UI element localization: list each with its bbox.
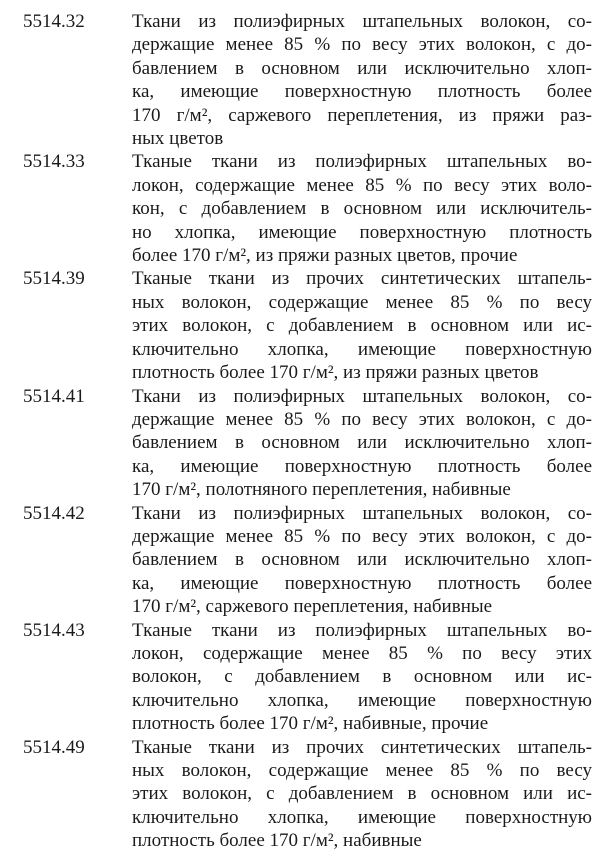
tariff-description: [132, 385, 592, 502]
description-line: кон, с добавлением в основном или исключитель-: [132, 198, 592, 220]
tariff-entry: [0, 619, 611, 736]
description-line: плотность более 170 г/м², из пряжи разных цветов: [132, 362, 539, 384]
tariff-description: [132, 502, 592, 619]
description-line: бавлением в основном или исключительно хлоп-: [132, 432, 592, 454]
tariff-description: [132, 150, 592, 267]
description-line: волокон, с добавлением в основном или ис-: [132, 666, 592, 688]
description-line: плотность более 170 г/м², набивные: [132, 830, 422, 852]
description-line: держащие менее 85 % по весу этих волокон, с до-: [132, 408, 592, 430]
tariff-entry: [0, 150, 611, 267]
description-line: ных волокон, содержащие менее 85 % по весу: [132, 291, 592, 313]
description-line: более 170 г/м², из пряжи разных цветов, прочие: [132, 245, 518, 267]
description-line: Ткани из полиэфирных штапельных волокон, со-: [132, 11, 592, 32]
tariff-entry: [0, 385, 611, 502]
description-line: ных волокон, содержащие менее 85 % по весу: [132, 760, 592, 781]
description-line: Ткани из полиэфирных штапельных волокон, со-: [132, 385, 592, 407]
tariff-entry: [0, 267, 611, 384]
description-line: ключительно хлопка, имеющие поверхностную: [132, 338, 592, 360]
tariff-entry: [0, 10, 611, 150]
tariff-description: [132, 267, 592, 384]
description-line: этих волокон, с добавлением в основном или ис-: [132, 315, 592, 337]
description-line: ка, имеющие поверхностную плотность более: [132, 572, 592, 594]
description-line: Тканые ткани из прочих синтетических штапель-: [132, 268, 592, 290]
tariff-entry: [0, 502, 611, 619]
description-line: ключительно хлопка, имеющие поверхностную: [132, 806, 592, 828]
description-line: Ткани из полиэфирных штапельных волокон, со-: [132, 502, 592, 524]
description-line: ных цветов: [132, 128, 224, 150]
tariff-code: 5514.43: [23, 619, 85, 641]
description-line: ка, имеющие поверхностную плотность более: [132, 81, 592, 103]
description-line: бавлением в основном или исключительно хлоп-: [132, 57, 592, 79]
description-line: Тканые ткани из прочих синтетических штапель-: [132, 736, 592, 758]
description-line: 170 г/м², полотняного переплетения, набивные: [132, 479, 511, 501]
description-line: держащие менее 85 % по весу этих волокон, с до-: [132, 34, 592, 56]
tariff-description: [132, 10, 592, 150]
tariff-description: [132, 619, 592, 736]
description-line: держащие менее 85 % по весу этих волокон, с до-: [132, 525, 592, 547]
description-line: Тканые ткани из полиэфирных штапельных во-: [132, 151, 592, 173]
description-line: плотность более 170 г/м², набивные, прочие: [132, 713, 489, 735]
description-line: ключительно хлопка, имеющие поверхностную: [132, 689, 592, 711]
description-line: бавлением в основном или исключительно хлоп-: [132, 549, 592, 571]
description-line: 170 г/м², саржевого переплетения, из пряжи раз-: [132, 104, 592, 126]
tariff-code: 5514.33: [23, 151, 85, 173]
tariff-description: [132, 736, 592, 853]
description-line: но хлопка, имеющие поверхностную плотность: [132, 221, 592, 243]
tariff-code-list: [0, 10, 611, 853]
tariff-entry: [0, 736, 611, 853]
description-line: 170 г/м², саржевого переплетения, набивные: [132, 596, 493, 618]
tariff-code: 5514.39: [23, 268, 85, 290]
description-line: локон, содержащие менее 85 % по весу этих воло-: [132, 174, 592, 196]
description-line: этих волокон, с добавлением в основном или ис-: [132, 783, 592, 805]
tariff-code: 5514.41: [23, 385, 85, 407]
tariff-code: 5514.32: [23, 11, 85, 32]
tariff-code: 5514.42: [23, 502, 85, 524]
tariff-code: 5514.49: [23, 736, 85, 758]
description-line: ка, имеющие поверхностную плотность более: [132, 455, 592, 477]
description-line: Тканые ткани из полиэфирных штапельных во-: [132, 619, 592, 641]
description-line: локон, содержащие менее 85 % по весу этих: [132, 642, 592, 664]
